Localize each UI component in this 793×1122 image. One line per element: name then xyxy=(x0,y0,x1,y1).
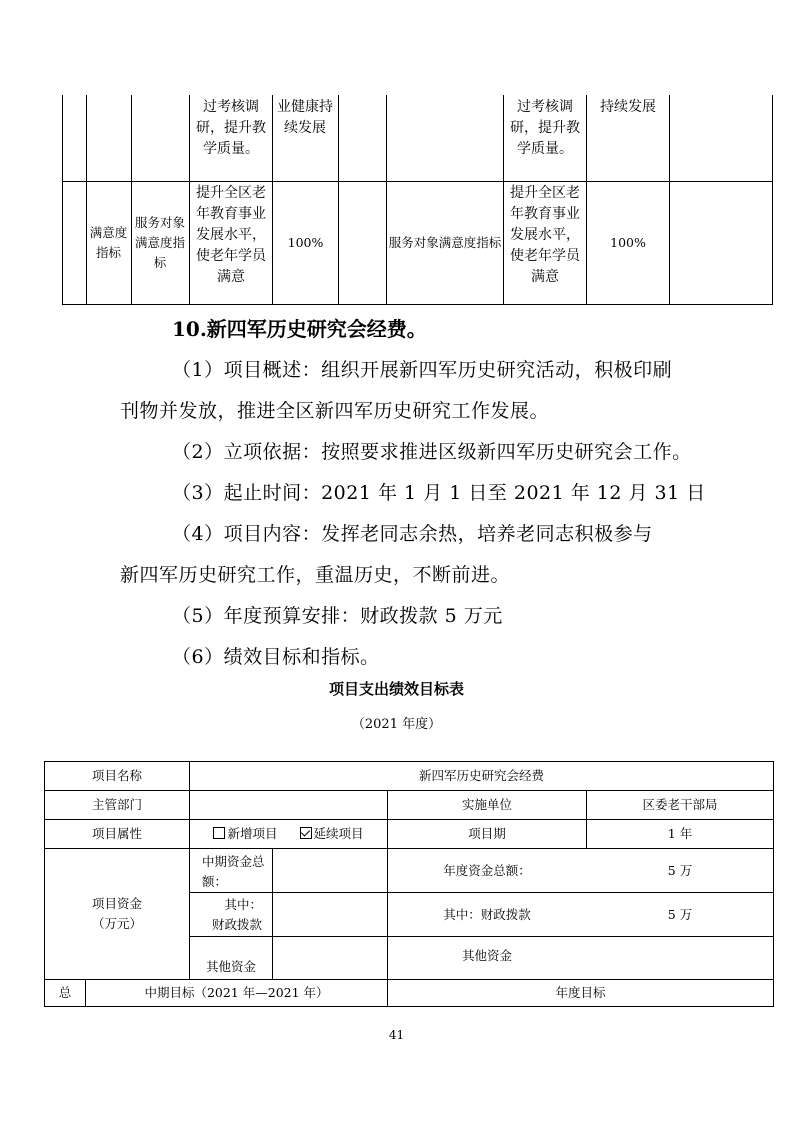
top-row1-target-text-2: 过考核调研，提升教学质量。 xyxy=(510,99,580,157)
attr-continue-option[interactable]: 延续项目 xyxy=(300,824,364,844)
paragraph-content-line1: （4）项目内容：发挥老同志余热，培养老同志积极参与 xyxy=(172,523,653,545)
paragraph-basis: （2）立项依据：按照要求推进区级新四军历史研究会工作。 xyxy=(172,441,692,463)
table-title: 项目支出绩效目标表 xyxy=(328,680,464,698)
mid-total-label: 中期资金总额： xyxy=(202,854,265,889)
project-name-label: 项目名称 xyxy=(91,768,142,783)
section-heading: 10.新四军历史研究会经费。 xyxy=(172,317,427,341)
paragraph-indicators: （6）绩效目标和指标。 xyxy=(172,646,380,668)
annual-total-label: 年度资金总额： xyxy=(443,862,531,878)
table-year: （2021 年度） xyxy=(351,717,442,732)
annual-fiscal-label: 其中：财政拨款 xyxy=(443,906,531,922)
dept-value xyxy=(190,791,387,819)
mid-goal-label: 中期目标（2021 年—2021 年） xyxy=(144,985,329,1000)
paragraph-overview-line2: 刊物并发放，推进全区新四军历史研究工作发展。 xyxy=(120,400,550,422)
impl-unit-label: 实施单位 xyxy=(461,797,512,812)
service-satisfaction-label: 服务对象满意度指标 xyxy=(134,215,185,270)
paragraph-content-line2: 新四军历史研究工作，重温历史，不断前进。 xyxy=(120,564,511,586)
paragraph-overview-line1: （1）项目概述：组织开展新四军历史研究活动，积极印刷 xyxy=(172,359,673,381)
page-number: 41 xyxy=(388,1028,405,1042)
satisfaction-value-2: 100% xyxy=(610,235,646,250)
satisfaction-value: 100% xyxy=(287,235,324,250)
total-label: 总 xyxy=(58,985,72,1000)
mid-other-label: 其他资金 xyxy=(205,959,256,974)
annual-goal-label: 年度目标 xyxy=(555,985,606,1000)
attr-label: 项目属性 xyxy=(91,826,142,841)
checked-box-icon[interactable] xyxy=(300,827,312,839)
mid-fiscal-label: 其中： 财政拨款 xyxy=(211,896,262,932)
annual-other-label: 其他资金 xyxy=(461,948,512,963)
top-row1-goal-text: 业健康持续发展 xyxy=(277,99,333,136)
satisfaction-target-text: 提升全区老年教育事业发展水平，使老年学员满意 xyxy=(196,185,266,285)
dept-label: 主管部门 xyxy=(91,797,142,812)
unchecked-box-icon[interactable] xyxy=(213,827,225,839)
annual-fiscal-value: 5 万 xyxy=(667,906,693,922)
top-row1-goal-text-2: 持续发展 xyxy=(600,99,656,115)
top-row1-target-text: 过考核调研，提升教学质量。 xyxy=(196,99,266,157)
project-name-value: 新四军历史研究会经费 xyxy=(418,768,544,783)
funds-label: 项目资金 （万元） xyxy=(91,896,142,931)
service-satisfaction-label-2: 服务对象满意度指标 xyxy=(388,235,502,250)
paragraph-period: （3）起止时间：2021 年 1 月 1 日至 2021 年 12 月 31 日 xyxy=(172,482,706,504)
attr-new-option[interactable]: 新增项目 xyxy=(213,824,277,844)
period-value: 1 年 xyxy=(667,826,693,841)
impl-unit-value: 区委老干部局 xyxy=(642,797,718,812)
paragraph-budget: （5）年度预算安排：财政拨款 5 万元 xyxy=(172,605,503,627)
period-label: 项目期 xyxy=(468,826,506,841)
satisfaction-target-text-2: 提升全区老年教育事业发展水平，使老年学员满意 xyxy=(510,185,580,285)
satisfaction-indicator-label: 满意度指标 xyxy=(89,225,128,260)
annual-total-value: 5 万 xyxy=(667,862,693,878)
attr-options xyxy=(190,820,387,848)
